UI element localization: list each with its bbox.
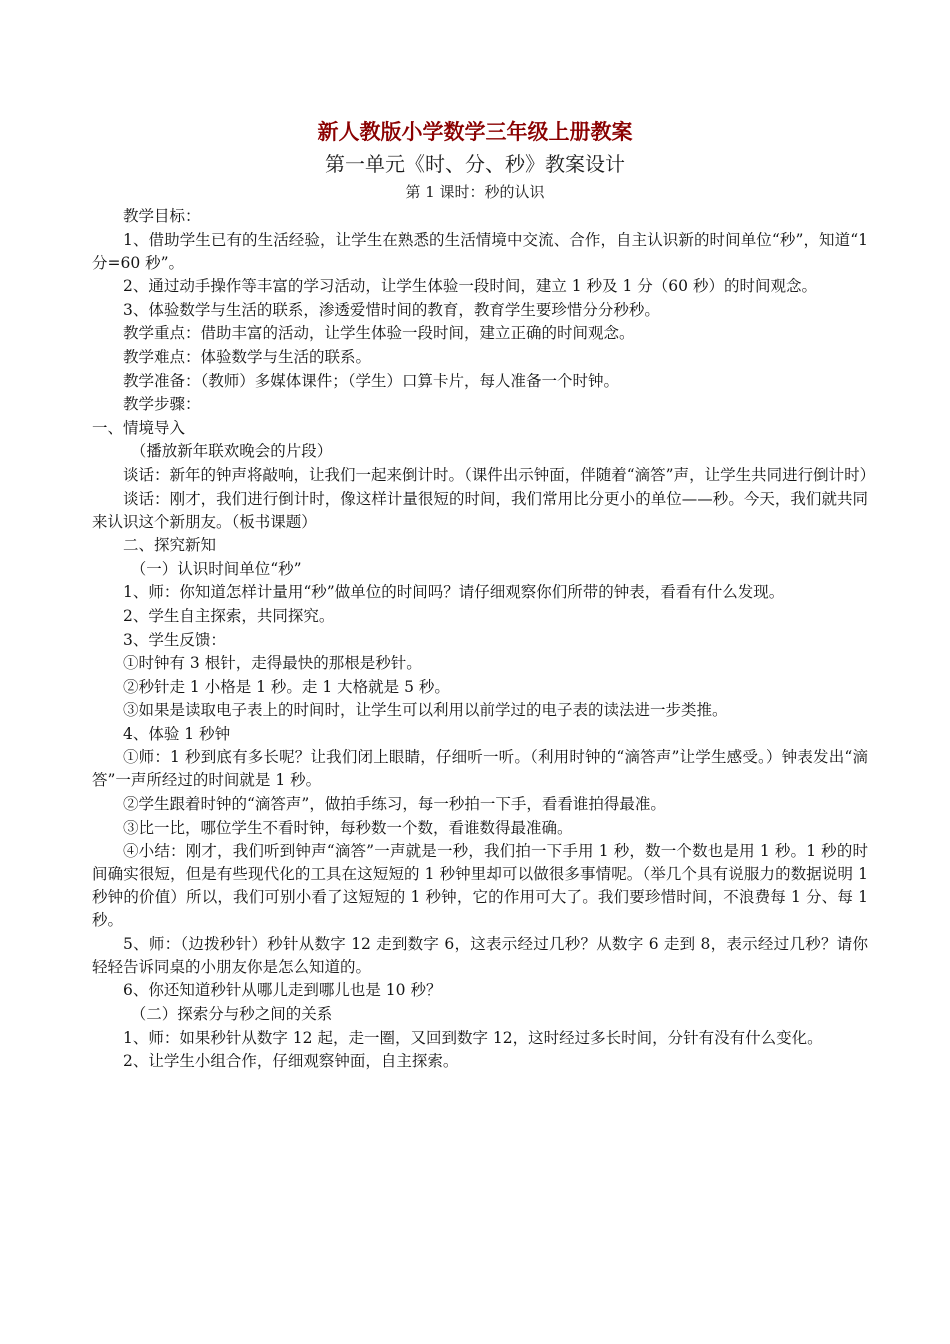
paragraph: 教学准备：（教师）多媒体课件；（学生）口算卡片，每人准备一个时钟。	[123, 371, 620, 390]
lesson-heading: 第 1 课时：秒的认识	[405, 183, 545, 201]
paragraph: 3、学生反馈：	[123, 630, 226, 649]
paragraph: ②学生跟着时钟的“滴答声”，做拍手练习，每一秒拍一下手，看看谁拍得最准。	[123, 795, 666, 814]
paragraph: 教学目标：	[123, 207, 201, 225]
subsection-heading: （一）认识时间单位“秒”	[130, 559, 302, 578]
paragraph: 教学步骤：	[123, 395, 201, 414]
paragraph: 1、借助学生已有的生活经验，让学生在熟悉的生活情境中交流、合作，自主认识新的时间单位“秒”，知道“1分=60 秒”。	[92, 230, 868, 272]
paragraph: ④小结：刚才，我们听到钟声“滴答”一声就是一秒，我们拍一下手用 1 秒，数一个数也是用 1 秒。1 秒的时间确实很短，但是有些现代化的工具在这短短的 1 秒钟里却可以做很多事情呢。（举几个具有说服力的数据说明 1 秒钟的价值）所以，我们可别小看了这短短的 1 秒钟，它的作用可大了。我们要珍惜时间，不浪费每 1 分、每 1 秒。	[92, 842, 868, 930]
section-heading: 一、情境导入	[92, 418, 186, 437]
paragraph: （播放新年联欢晚会的片段）	[130, 442, 333, 461]
paragraph: 1、师：你知道怎样计量用“秒”做单位的时间吗？请仔细观察你们所带的钟表，看看有什么发现。	[123, 583, 785, 602]
paragraph: ②秒针走 1 小格是 1 秒。走 1 大格就是 5 秒。	[123, 677, 450, 696]
paragraph: 2、让学生小组合作，仔细观察钟面，自主探索。	[123, 1052, 459, 1071]
paragraph: ③如果是读取电子表上的时间时，让学生可以利用以前学过的电子表的读法进一步类推。	[123, 701, 728, 720]
paragraph: 2、通过动手操作等丰富的学习活动，让学生体验一段时间，建立 1 秒及 1 分（60 秒）的时间观念。	[123, 277, 817, 296]
paragraph: 谈话：刚才，我们进行倒计时，像这样计量很短的时间，我们常用比分更小的单位——秒。今天，我们就共同来认识这个新朋友。（板书课题）	[92, 489, 868, 531]
paragraph: 3、体验数学与生活的联系，渗透爱惜时间的教育，教育学生要珍惜分分秒秒。	[123, 300, 660, 319]
paragraph: ①师：1 秒到底有多长呢？让我们闭上眼睛，仔细听一听。（利用时钟的“滴答声”让学生感受。）钟表发出“滴答”一声所经过的时间就是 1 秒。	[92, 748, 868, 790]
paragraph: 1、师：如果秒针从数字 12 起，走一圈，又回到数字 12，这时经过多长时间，分针有没有什么变化。	[123, 1028, 823, 1047]
subsection-heading: （二）探索分与秒之间的关系	[130, 1005, 333, 1024]
paragraph: 6、你还知道秒针从哪儿走到哪儿也是 10 秒？	[123, 981, 442, 1000]
paragraph: 教学难点：体验数学与生活的联系。	[123, 347, 372, 366]
paragraph: ①时钟有 3 根针，走得最快的那根是秒针。	[123, 654, 422, 673]
unit-subtitle: 第一单元《时、分、秒》教案设计	[325, 152, 625, 176]
paragraph: 教学重点：借助丰富的活动，让学生体验一段时间，建立正确的时间观念。	[123, 324, 635, 343]
paragraph: 2、学生自主探索，共同探究。	[123, 606, 335, 625]
paragraph: 4、体验 1 秒钟	[123, 724, 231, 743]
paragraph: 5、师：（边拨秒针）秒针从数字 12 走到数字 6，这表示经过几秒？从数字 6 走到 8，表示经过几秒？请你轻轻告诉同桌的小朋友你是怎么知道的。	[92, 934, 868, 976]
lesson-body	[92, 205, 876, 1074]
paragraph: ③比一比，哪位学生不看时钟，每秒数一个数，看谁数得最准确。	[123, 818, 573, 837]
paragraph: 谈话：新年的钟声将敲响，让我们一起来倒计时。（课件出示钟面，伴随着“滴答”声，让学生共同进行倒计时）	[123, 465, 876, 484]
document-title: 新人教版小学数学三年级上册教案	[317, 119, 633, 144]
section-heading: 二、探究新知	[123, 536, 217, 555]
